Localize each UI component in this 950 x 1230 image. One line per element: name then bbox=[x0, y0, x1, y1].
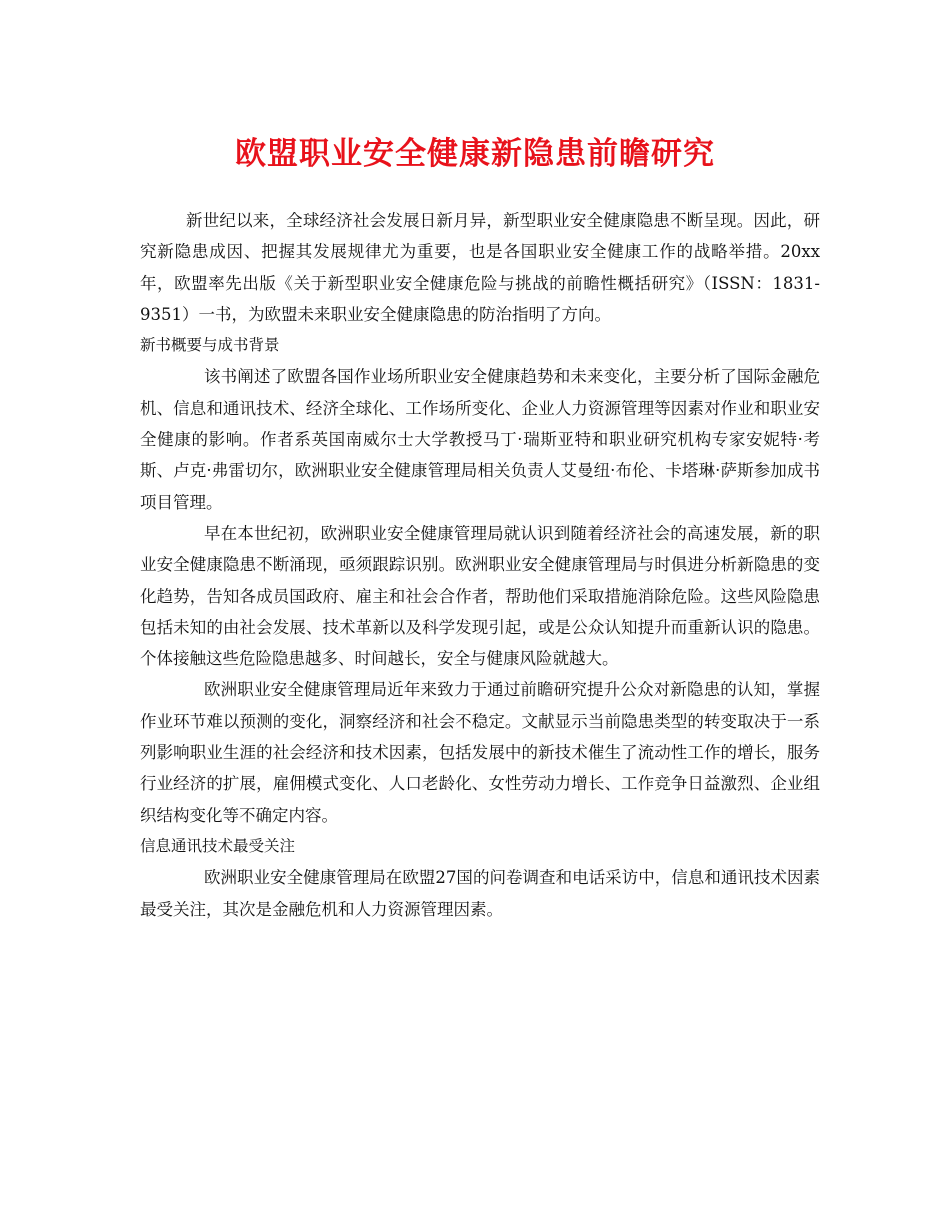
paragraph-survey-results: 欧洲职业安全健康管理局在欧盟27国的问卷调查和电话采访中，信息和通讯技术因素最受关注，其次是金融危机和人力资源管理因素。 bbox=[140, 868, 820, 919]
document-body bbox=[140, 205, 820, 925]
paragraph-agency-awareness: 早在本世纪初，欧洲职业安全健康管理局就认识到随着经济社会的高速发展，新的职业安全健康隐患不断涌现，亟须跟踪识别。欧洲职业安全健康管理局与时俱进分析新隐患的变化趋势，告知各成员国政府、雇主和社会合作者，帮助他们采取措施消除危险。这些风险隐患包括未知的由社会发展、技术革新以及科学发现引起，或是公众认知提升而重新认识的隐患。个体接触这些危险隐患越多、时间越长，安全与健康风险就越大。 bbox=[140, 523, 820, 669]
paragraph-foresight-research: 欧洲职业安全健康管理局近年来致力于通过前瞻研究提升公众对新隐患的认知，掌握作业环节难以预测的变化，洞察经济和社会不稳定。文献显示当前隐患类型的转变取决于一系列影响职业生涯的社会经济和技术因素，包括发展中的新技术催生了流动性工作的增长，服务行业经济的扩展，雇佣模式变化、人口老龄化、女性劳动力增长、工作竞争日益激烈、企业组织结构变化等不确定内容。 bbox=[140, 680, 820, 825]
paragraph-book-summary: 该书阐述了欧盟各国作业场所职业安全健康趋势和未来变化，主要分析了国际金融危机、信息和通讯技术、经济全球化、工作场所变化、企业人力资源管理等因素对作业和职业安全健康的影响。作者系英国南威尔士大学教授马丁·瑞斯亚特和职业研究机构专家安妮特·考斯、卢克·弗雷切尔，欧洲职业安全健康管理局相关负责人艾曼纽·布伦、卡塔琳·萨斯参加成书项目管理。 bbox=[140, 367, 820, 512]
section-heading-ict: 信息通讯技术最受关注 bbox=[140, 836, 296, 855]
document-title: 欧盟职业安全健康新隐患前瞻研究 bbox=[235, 136, 715, 172]
intro-paragraph: 新世纪以来，全球经济社会发展日新月异，新型职业安全健康隐患不断呈现。因此，研究新隐患成因、把握其发展规律尤为重要，也是各国职业安全健康工作的战略举措。20xx年，欧盟率先出版《关于新型职业安全健康危险与挑战的前瞻性概括研究》（ISSN：1831-9351）一书，为欧盟未来职业安全健康隐患的防治指明了方向。 bbox=[140, 211, 820, 324]
section-heading-background: 新书概要与成书背景 bbox=[140, 336, 280, 355]
